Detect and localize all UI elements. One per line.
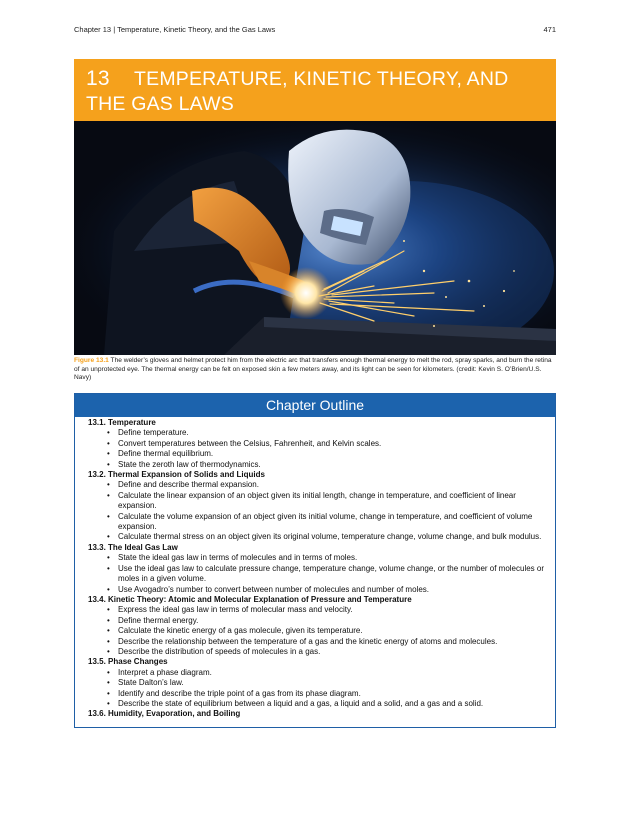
learning-objective: • Describe the distribution of speeds of molecules in a gas. xyxy=(88,647,555,657)
chapter-number: 13 xyxy=(86,67,110,90)
page-number: 471 xyxy=(543,25,556,34)
chapter-title-line2: THE GAS LAWS xyxy=(86,93,234,115)
learning-objectives-list xyxy=(88,553,555,595)
learning-objectives-list xyxy=(88,480,555,542)
outline-section-title[interactable]: 13.5. Phase Changes xyxy=(88,657,168,667)
figure-label: Figure 13.1 xyxy=(74,357,109,364)
chapter-outline xyxy=(74,393,556,728)
learning-objective: • Calculate thermal stress on an object given its original volume, temperature change, volume change, and bulk modulus. xyxy=(88,532,555,542)
outline-section-title[interactable]: 13.1. Temperature xyxy=(88,418,156,427)
learning-objective: • Define and describe thermal expansion. xyxy=(88,480,555,490)
outline-section-title[interactable]: 13.3. The Ideal Gas Law xyxy=(88,542,178,552)
learning-objective: • Calculate the volume expansion of an object given its initial volume, change in temperature, and coefficient of volume expansion. xyxy=(88,512,555,533)
learning-objectives-list xyxy=(88,668,555,710)
learning-objective: • State the zeroth law of thermodynamics. xyxy=(88,460,555,470)
learning-objective: • Identify and describe the triple point of a gas from its phase diagram. xyxy=(88,689,555,699)
learning-objective: • Define thermal equilibrium. xyxy=(88,449,555,459)
learning-objective: • Describe the state of equilibrium between a liquid and a gas, a liquid and a solid, and a gas and a solid. xyxy=(88,699,555,709)
learning-objectives-list xyxy=(88,428,555,470)
running-title: Chapter 13 | Temperature, Kinetic Theory, and the Gas Laws xyxy=(74,25,276,34)
outline-section-title[interactable]: 13.6. Humidity, Evaporation, and Boiling xyxy=(88,709,241,719)
outline-section-title[interactable]: 13.2. Thermal Expansion of Solids and Liquids xyxy=(88,470,265,480)
learning-objective: • Use the ideal gas law to calculate pressure change, temperature change, volume change, or the number of molecules or moles in a given volume. xyxy=(88,564,555,585)
learning-objective: • Convert temperatures between the Celsius, Fahrenheit, and Kelvin scales. xyxy=(88,439,555,449)
learning-objective: • Define temperature. xyxy=(88,428,555,438)
learning-objective: • Describe the relationship between the temperature of a gas and the kinetic energy of atoms and molecules. xyxy=(88,637,555,647)
learning-objective: • Use Avogadro’s number to convert between number of molecules and number of moles. xyxy=(88,585,555,595)
learning-objective: • State the ideal gas law in terms of molecules and in terms of moles. xyxy=(88,553,555,563)
welder-photo xyxy=(74,121,556,355)
learning-objective: • Calculate the kinetic energy of a gas molecule, given its temperature. xyxy=(88,626,555,636)
learning-objective: • Express the ideal gas law in terms of molecular mass and velocity. xyxy=(88,605,555,615)
learning-objective: • Calculate the linear expansion of an object given its initial length, change in temperature, and coefficient of linear expansion. xyxy=(88,491,555,512)
chapter-title xyxy=(86,66,550,117)
learning-objective: • Interpret a phase diagram. xyxy=(88,668,555,678)
figure-caption-text: The welder’s gloves and helmet protect him from the electric arc that transfers enough thermal energy to melt the rod, spray sparks, and burn the retina of an unprotected eye. The thermal energy can be felt on exposed skin a few meters away, and its light can be seen for kilometers. (credit: Kevin S. O’Brien/U.S. Navy) xyxy=(74,357,552,382)
learning-objective: • Define thermal energy. xyxy=(88,616,555,626)
learning-objective: • State Dalton’s law. xyxy=(88,678,555,688)
outline-section-title[interactable]: 13.4. Kinetic Theory: Atomic and Molecular Explanation of Pressure and Temperature xyxy=(88,594,412,604)
chapter-title-line1: TEMPERATURE, KINETIC THEORY, AND xyxy=(134,68,509,90)
running-head xyxy=(74,25,556,34)
learning-objectives-list xyxy=(88,605,555,657)
chapter-banner xyxy=(74,59,556,121)
figure-caption xyxy=(74,357,556,383)
outline-heading: Chapter Outline xyxy=(75,394,555,417)
outline-body xyxy=(75,417,555,720)
